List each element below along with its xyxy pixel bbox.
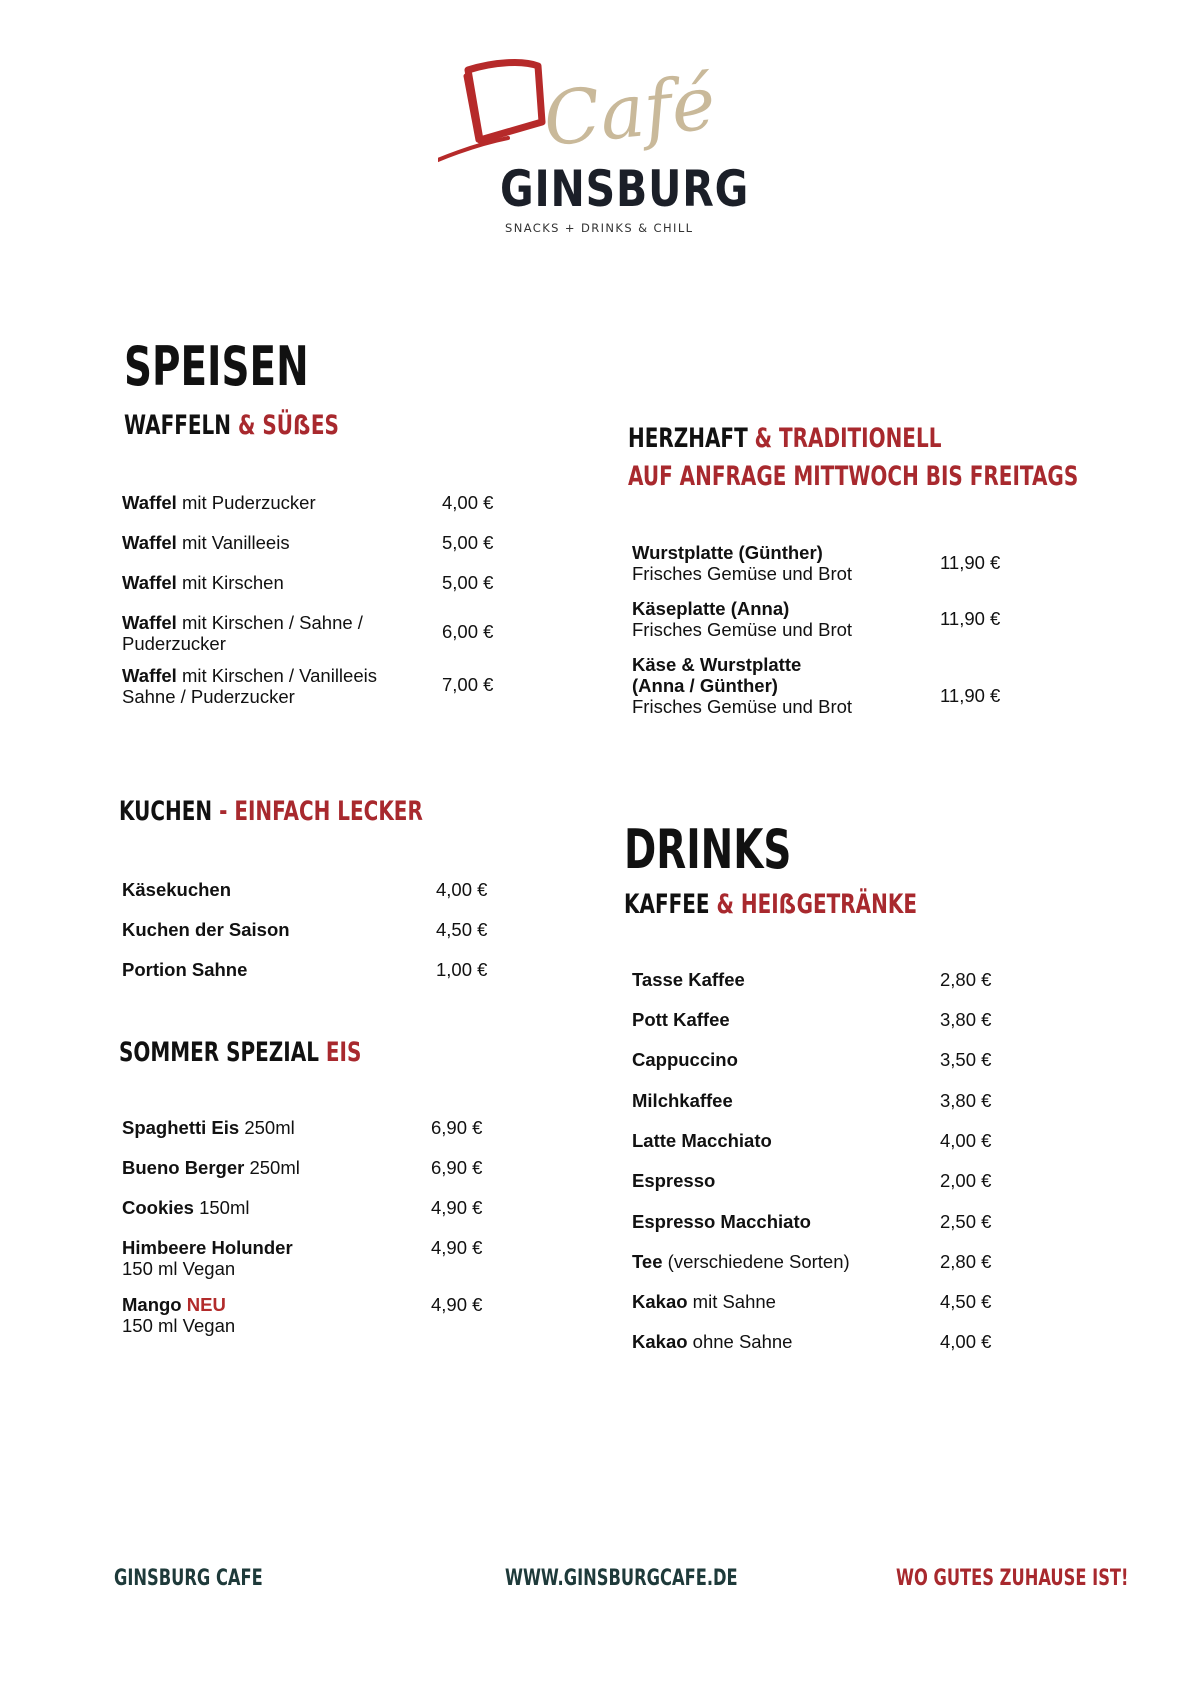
menu-item-row bbox=[122, 665, 432, 707]
menu-item-name-line2: (Anna / Günther) bbox=[632, 675, 778, 696]
waffeln-heading bbox=[124, 412, 339, 439]
menu-item-detail: mit Kirschen bbox=[176, 572, 284, 593]
herzhaft-subheading: AUF ANFRAGE MITTWOCH BIS FREITAGS bbox=[628, 461, 1079, 492]
menu-item-row bbox=[632, 1251, 930, 1272]
menu-item-price: 4,90 € bbox=[431, 1237, 483, 1258]
kaffee-heading bbox=[624, 891, 917, 918]
menu-item-row bbox=[122, 959, 426, 980]
waffeln-heading-a: WAFFELN bbox=[124, 410, 232, 441]
sommer-heading-a: SOMMER SPEZIAL bbox=[119, 1037, 319, 1068]
sommer-heading-b: EIS bbox=[325, 1037, 362, 1068]
footer-slogan: WO GUTES ZUHAUSE IST! bbox=[896, 1566, 1129, 1591]
menu-item-price: 4,00 € bbox=[442, 492, 494, 513]
menu-item-row bbox=[632, 1291, 930, 1312]
menu-item-row bbox=[632, 542, 930, 584]
menu-item-detail-line2: Sahne / Puderzucker bbox=[122, 686, 295, 707]
menu-item-name: Cookies bbox=[122, 1197, 194, 1218]
herzhaft-heading bbox=[628, 425, 941, 452]
kuchen-heading-a: KUCHEN bbox=[119, 796, 213, 827]
menu-item-name: Milchkaffee bbox=[632, 1090, 733, 1111]
menu-item-row bbox=[122, 572, 432, 593]
menu-item-price: 2,80 € bbox=[940, 969, 992, 990]
menu-item-row bbox=[632, 969, 930, 990]
menu-item-price: 7,00 € bbox=[442, 674, 494, 695]
kuchen-heading-b: - EINFACH LECKER bbox=[219, 796, 423, 827]
menu-item-description: Frisches Gemüse und Brot bbox=[632, 619, 853, 640]
menu-item-name: Tee bbox=[632, 1251, 663, 1272]
menu-item-name: Portion Sahne bbox=[122, 959, 248, 980]
menu-item-name: Bueno Berger bbox=[122, 1157, 245, 1178]
menu-item-price: 2,00 € bbox=[940, 1170, 992, 1191]
menu-item-price: 4,00 € bbox=[940, 1130, 992, 1151]
menu-item-row bbox=[122, 532, 432, 553]
menu-item-detail: mit Sahne bbox=[687, 1291, 776, 1312]
menu-item-price: 6,90 € bbox=[431, 1117, 483, 1138]
menu-item-row bbox=[122, 1237, 421, 1279]
menu-item-row bbox=[632, 1331, 930, 1352]
menu-item-detail: ohne Sahne bbox=[687, 1331, 793, 1352]
menu-item-price: 4,90 € bbox=[431, 1197, 483, 1218]
drinks-title: DRINKS bbox=[624, 818, 792, 881]
menu-item-row bbox=[122, 1117, 421, 1138]
new-badge: NEU bbox=[186, 1294, 226, 1315]
menu-item-row bbox=[632, 1090, 930, 1111]
menu-item-name: Waffel bbox=[122, 665, 177, 686]
waffeln-heading-b: & SÜẞES bbox=[237, 410, 339, 441]
menu-item-row bbox=[632, 1130, 930, 1151]
menu-item-detail: mit Puderzucker bbox=[176, 492, 316, 513]
menu-item-detail: 250ml bbox=[244, 1157, 300, 1178]
menu-item-price: 6,00 € bbox=[442, 621, 494, 642]
menu-item-detail-line2: 150 ml Vegan bbox=[122, 1258, 236, 1279]
menu-item-price: 1,00 € bbox=[436, 959, 488, 980]
menu-item-name: Waffel bbox=[122, 612, 177, 633]
menu-item-price: 5,00 € bbox=[442, 572, 494, 593]
menu-item-detail: mit Kirschen / Vanilleeis bbox=[176, 665, 377, 686]
menu-item-name: Kuchen der Saison bbox=[122, 919, 290, 940]
menu-item-name: Spaghetti Eis bbox=[122, 1117, 240, 1138]
menu-item-row bbox=[632, 598, 930, 640]
menu-item-name: Wurstplatte (Günther) bbox=[632, 542, 823, 563]
menu-item-price: 11,90 € bbox=[940, 685, 1001, 706]
menu-item-name: Waffel bbox=[122, 492, 177, 513]
menu-item-detail: mit Kirschen / Sahne / bbox=[176, 612, 363, 633]
herzhaft-heading-a: HERZHAFT bbox=[628, 423, 748, 454]
cafe-script-word: Café bbox=[539, 59, 720, 164]
menu-item-row bbox=[632, 1211, 930, 1232]
menu-item-price: 4,50 € bbox=[436, 919, 488, 940]
menu-item-price: 5,00 € bbox=[442, 532, 494, 553]
menu-item-price: 6,90 € bbox=[431, 1157, 483, 1178]
menu-item-name: Espresso bbox=[632, 1170, 716, 1191]
menu-item-row bbox=[632, 1049, 930, 1070]
menu-item-price: 11,90 € bbox=[940, 608, 1001, 629]
menu-item-price: 3,80 € bbox=[940, 1009, 992, 1030]
menu-item-price: 2,80 € bbox=[940, 1251, 992, 1272]
menu-item-description: Frisches Gemüse und Brot bbox=[632, 696, 853, 717]
menu-item-name: Tasse Kaffee bbox=[632, 969, 745, 990]
menu-item-price: 2,50 € bbox=[940, 1211, 992, 1232]
menu-item-name: Kakao bbox=[632, 1331, 688, 1352]
brand-tagline: SNACKS + DRINKS & CHILL bbox=[505, 221, 694, 235]
menu-item-detail: 250ml bbox=[239, 1117, 295, 1138]
kuchen-heading bbox=[119, 798, 423, 825]
menu-item-price: 3,80 € bbox=[940, 1090, 992, 1111]
kaffee-heading-b: & HEIẞGETRÄNKE bbox=[716, 889, 917, 920]
menu-item-price: 4,00 € bbox=[940, 1331, 992, 1352]
menu-item-name: Himbeere Holunder bbox=[122, 1237, 293, 1258]
menu-item-name: Käsekuchen bbox=[122, 879, 231, 900]
menu-item-row bbox=[632, 654, 930, 717]
menu-item-name: Käse & Wurstplatte bbox=[632, 654, 802, 675]
menu-item-price: 3,50 € bbox=[940, 1049, 992, 1070]
menu-item-price: 4,50 € bbox=[940, 1291, 992, 1312]
menu-item-row bbox=[122, 1294, 421, 1336]
menu-item-row bbox=[122, 492, 432, 513]
menu-item-name: Espresso Macchiato bbox=[632, 1211, 811, 1232]
menu-item-price: 11,90 € bbox=[940, 552, 1001, 573]
menu-item-price: 4,00 € bbox=[436, 879, 488, 900]
menu-item-row bbox=[122, 1197, 421, 1218]
menu-item-name: Waffel bbox=[122, 532, 177, 553]
menu-item-name: Pott Kaffee bbox=[632, 1009, 730, 1030]
herzhaft-heading-b: & TRADITIONELL bbox=[754, 423, 942, 454]
menu-item-detail: (verschiedene Sorten) bbox=[662, 1251, 850, 1272]
menu-item-name: Latte Macchiato bbox=[632, 1130, 772, 1151]
menu-item-row bbox=[632, 1170, 930, 1191]
menu-item-detail-line2: Puderzucker bbox=[122, 633, 226, 654]
menu-item-row bbox=[122, 1157, 421, 1178]
menu-item-name: Kakao bbox=[632, 1291, 688, 1312]
menu-item-name: Mango bbox=[122, 1294, 182, 1315]
brand-name: GINSBURG bbox=[500, 160, 750, 218]
menu-item-name: Cappuccino bbox=[632, 1049, 738, 1070]
sommer-heading bbox=[119, 1039, 361, 1066]
speisen-title: SPEISEN bbox=[124, 335, 309, 398]
kaffee-heading-a: KAFFEE bbox=[624, 889, 710, 920]
footer-website[interactable]: WWW.GINSBURGCAFE.DE bbox=[505, 1566, 738, 1591]
menu-item-row bbox=[122, 612, 432, 654]
footer-left: GINSBURG CAFE bbox=[114, 1566, 263, 1591]
menu-item-detail-line2: 150 ml Vegan bbox=[122, 1315, 236, 1336]
menu-item-detail: 150ml bbox=[193, 1197, 250, 1218]
menu-item-row bbox=[632, 1009, 930, 1030]
menu-item-name: Käseplatte (Anna) bbox=[632, 598, 790, 619]
menu-item-name: Waffel bbox=[122, 572, 177, 593]
menu-item-detail: mit Vanilleeis bbox=[176, 532, 290, 553]
menu-item-row bbox=[122, 879, 426, 900]
menu-item-description: Frisches Gemüse und Brot bbox=[632, 563, 853, 584]
menu-item-row bbox=[122, 919, 426, 940]
menu-item-price: 4,90 € bbox=[431, 1294, 483, 1315]
